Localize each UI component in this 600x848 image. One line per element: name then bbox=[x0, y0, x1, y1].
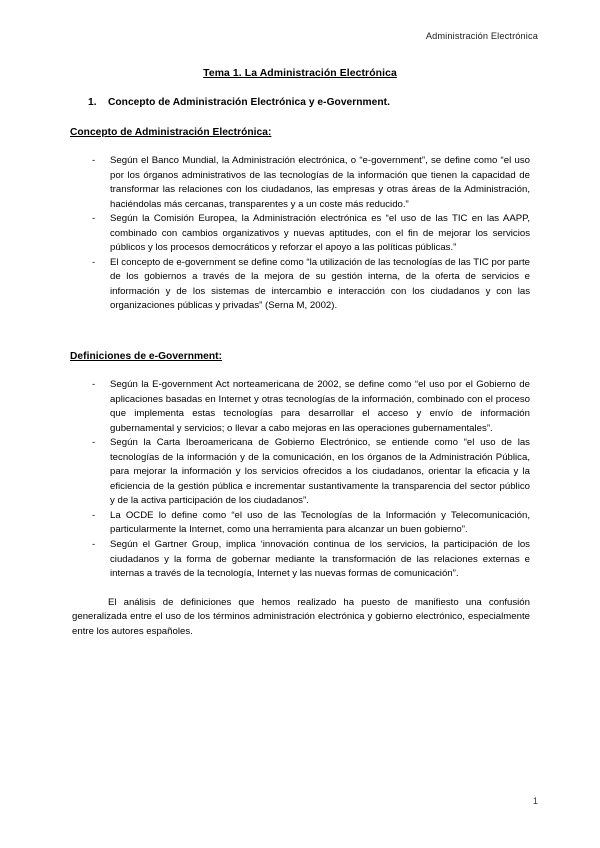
list-item bbox=[70, 212, 530, 256]
closing-paragraph: El análisis de definiciones que hemos realizado ha puesto de manifiesto una confusión generalizada entre el uso de los términos administración electrónica y gobierno electrónico, especialmente entre los autores españoles. bbox=[72, 596, 530, 637]
numbered-heading-label: Concepto de Administración Electrónica y e-Government. bbox=[108, 97, 390, 108]
list-item bbox=[70, 436, 530, 509]
running-header: Administración Electrónica bbox=[425, 31, 538, 41]
numbered-heading-marker: 1. bbox=[88, 97, 97, 108]
section-spacer bbox=[70, 314, 530, 329]
list-item bbox=[70, 538, 530, 582]
dash-bullet-icon: - bbox=[92, 509, 96, 521]
dash-bullet-icon: - bbox=[92, 539, 96, 551]
document-body bbox=[70, 68, 530, 639]
list-item-text: La OCDE lo define como “el uso de las Tecnologías de la Información y Telecomunicación, particularmente la Internet, como una herramienta para alcanzar un buen gobierno”. bbox=[110, 509, 530, 536]
list-item bbox=[70, 378, 530, 436]
list-item bbox=[70, 256, 530, 314]
dash-bullet-icon: - bbox=[92, 213, 96, 225]
dash-bullet-icon: - bbox=[92, 437, 96, 449]
page-title: Tema 1. La Administración Electrónica bbox=[203, 68, 397, 79]
bullet-list-definiciones bbox=[70, 378, 530, 582]
dash-bullet-icon: - bbox=[92, 379, 96, 391]
list-item-text: Según la E-government Act norteamericana de 2002, se define como “el uso por el Gobierno de aplicaciones basadas en Internet y otras tecnologías de la información, combinado con el proceso que implementa estas tecnologías para desarrollar el acceso y envío de información gubernamental y servicios; o llevar a cabo mejoras en las operaciones gubernamentales”. bbox=[110, 379, 530, 434]
list-item-text: Según el Gartner Group, implica ‘innovación continua de los servicios, la participación de los ciudadanos y la forma de gobernar mediante la transformación de las relaciones externas e internas a través de la tecnología, Internet y las nuevas formas de comunicación”. bbox=[110, 539, 530, 580]
list-item-text: Según la Comisión Europea, la Administración electrónica es “el uso de las TIC en las AAPP, combinado con cambios organizativos y nuevas aptitudes, con el fin de mejorar los servicios públicos y los procesos democráticos y reforzar el apoyo a las políticas públicas.” bbox=[110, 213, 530, 254]
section-heading-concepto: Concepto de Administración Electrónica: bbox=[70, 127, 272, 138]
page-number: 1 bbox=[532, 796, 538, 806]
list-item bbox=[70, 509, 530, 538]
bullet-list-concepto bbox=[70, 154, 530, 314]
dash-bullet-icon: - bbox=[92, 256, 96, 268]
list-item-text: Según el Banco Mundial, la Administración electrónica, o “e-government”, se define como “el uso por los órganos administrativos de las tecnologías de la información que tienen la capacidad de transformar las relaciones con los ciudadanos, las empresas y otras áreas de la Administración, haciéndolas más cercanas, transparentes y a un coste más reducido.” bbox=[110, 155, 530, 210]
numbered-heading-1 bbox=[70, 97, 530, 108]
list-item bbox=[70, 154, 530, 212]
section-heading-definiciones: Definiciones de e-Government: bbox=[70, 351, 223, 363]
dash-bullet-icon: - bbox=[92, 155, 96, 166]
list-item-text: Según la Carta Iberoamericana de Gobierno Electrónico, se entiende como “el uso de las tecnologías de la información y de la comunicación, en los órganos de la Administración Pública, para mejorar la información y los servicios ofrecidos a los ciudadanos, orientar la eficacia y la eficiencia de la gestión pública e incrementar sustantivamente la transparencia del sector público y de la activa participación de los ciudadanos”. bbox=[110, 437, 530, 507]
list-item-text: El concepto de e-government se define como “la utilización de las tecnologías de las TIC por parte de los gobiernos a través de la mejora de su gestión interna, de la oferta de servicios e información y de los sistemas de intercambio e interacción con los ciudadanos y con las organizaciones públicas y privadas” (Serna M, 2002). bbox=[110, 256, 530, 312]
